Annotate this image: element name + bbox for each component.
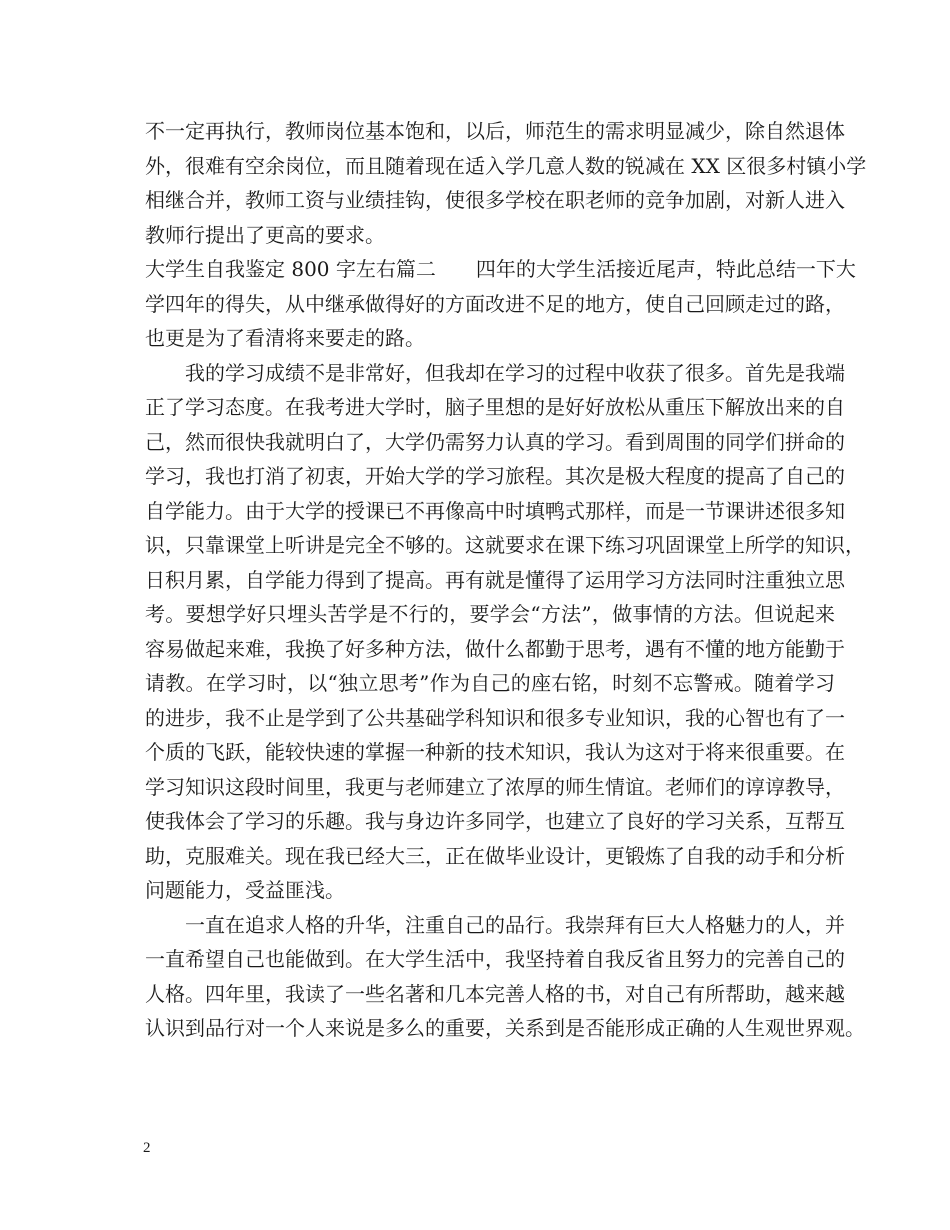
text-line: 人格。四年里，我读了一些名著和几本完善人格的书，对自己有所帮助，越来越	[145, 981, 845, 1006]
text-line: 考。要想学好只埋头苦学是不行的，要学会“方法”，做事情的方法。但说起来	[145, 602, 835, 626]
text-line: 学四年的得失，从中继承做得好的方面改进不足的地方，使自己回顾走过的路，	[145, 291, 845, 316]
text-line: 问题能力，受益匪浅。	[145, 878, 345, 902]
text-line: 正了学习态度。在我考进大学时，脑子里想的是好好放松从重压下解放出来的自	[145, 395, 845, 419]
page-number: 2	[143, 1140, 151, 1156]
text-line: 助，克服难关。现在我已经大三，正在做毕业设计，更锻炼了自我的动手和分析	[145, 843, 845, 868]
text-line: 学习，我也打消了初衷，开始大学的学习旅程。其次是极大程度的提高了自己的	[145, 464, 845, 488]
text-line: 教师行提出了更高的要求。	[145, 222, 385, 247]
text-line: 相继合并，教师工资与业绩挂钩，使很多学校在职老师的竞争加剧，对新人进入	[145, 188, 845, 212]
text-line: 使我体会了学习的乐趣。我与身边许多同学，也建立了良好的学习关系，互帮互	[145, 809, 845, 833]
text-line: 容易做起来难，我换了好多种方法，做什么都勤于思考，遇有不懂的地方能勤于	[145, 636, 845, 661]
text-line: 学习知识这段时间里，我更与老师建立了浓厚的师生情谊。老师们的谆谆教导，	[145, 774, 845, 799]
text-line: 个质的飞跃，能较快速的掌握一种新的技术知识，我认为这对于将来很重要。在	[145, 740, 845, 764]
paragraph-first-line: 一直在追求人格的升华，注重自己的品行。我崇拜有巨大人格魅力的人，并	[185, 912, 845, 937]
text-line: 一直希望自己也能做到。在大学生活中，我坚持着自我反省且努力的完善自己的	[145, 947, 845, 971]
section-heading-line: 大学生自我鉴定 800 字左右篇二 四年的大学生活接近尾声，特此总结一下大	[145, 257, 856, 281]
text-line: 也更是为了看清将来要走的路。	[145, 326, 425, 350]
text-line: 识，只靠课堂上听讲是完全不够的。这就要求在课下练习巩固课堂上所学的知识，	[145, 533, 865, 557]
text-line: 请教。在学习时，以“独立思考”作为自己的座右铭，时刻不忘警戒。随着学习	[145, 671, 835, 695]
text-line: 不一定再执行，教师岗位基本饱和，以后，师范生的需求明显减少，除自然退体	[145, 119, 845, 143]
text-line: 日积月累，自学能力得到了提高。再有就是懂得了运用学习方法同时注重独立思	[145, 567, 845, 592]
text-line: 外，很难有空余岗位，而且随着现在适入学几意人数的锐减在 XX 区很多村镇小学	[145, 153, 867, 178]
text-line: 的进步，我不止是学到了公共基础学科知识和很多专业知识，我的心智也有了一	[145, 705, 845, 730]
text-line: 己，然而很快我就明白了，大学仍需努力认真的学习。看到周围的同学们拼命的	[145, 429, 845, 454]
text-line: 认识到品行对一个人来说是多么的重要，关系到是否能形成正确的人生观世界观。	[145, 1016, 865, 1040]
paragraph-first-line: 我的学习成绩不是非常好，但我却在学习的过程中收获了很多。首先是我端	[185, 360, 845, 385]
body-text	[145, 114, 867, 1046]
text-line: 自学能力。由于大学的授课已不再像高中时填鸭式那样，而是一节课讲述很多知	[145, 498, 845, 523]
